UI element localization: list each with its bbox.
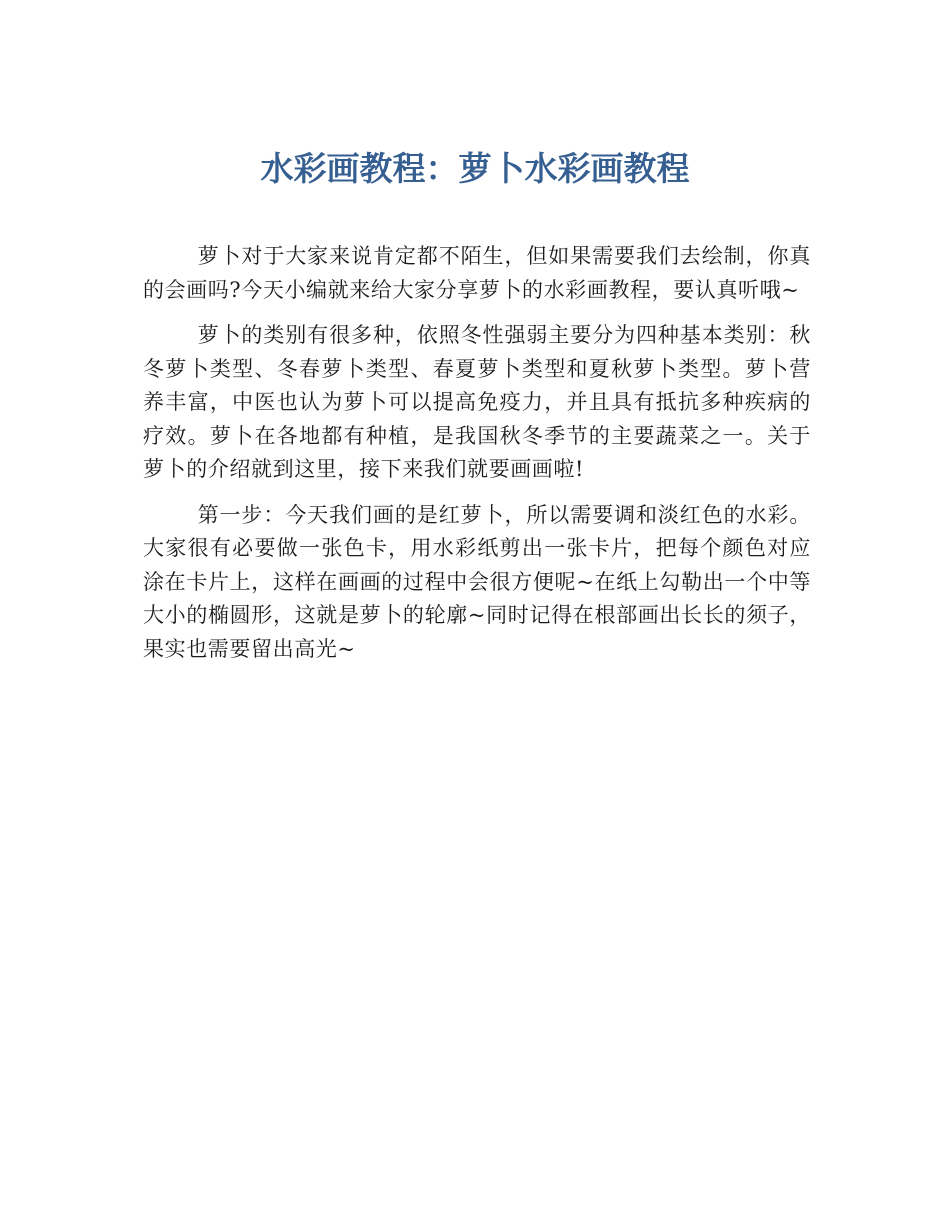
- paragraph-step-one: 第一步：今天我们画的是红萝卜，所以需要调和淡红色的水彩。大家很有必要做一张色卡，用水彩纸剪出一张卡片，把每个颜色对应涂在卡片上，这样在画画的过程中会很方便呢~在纸上勾勒出一个中等大小的椭圆形，这就是萝卜的轮廓~同时记得在根部画出长长的须子，果实也需要留出高光~: [143, 502, 811, 661]
- document-body: [143, 240, 811, 678]
- paragraph-radish-types: 萝卜的类别有很多种，依照冬性强弱主要分为四种基本类别：秋冬萝卜类型、冬春萝卜类型、春夏萝卜类型和夏秋萝卜类型。萝卜营养丰富，中医也认为萝卜可以提高免疫力，并且具有抵抗多种疾病的疗效。萝卜在各地都有种植，是我国秋冬季节的主要蔬菜之一。关于萝卜的介绍就到这里，接下来我们就要画画啦!: [143, 323, 811, 481]
- document-title: 水彩画教程：萝卜水彩画教程: [260, 149, 690, 188]
- paragraph-intro: 萝卜对于大家来说肯定都不陌生，但如果需要我们去绘制，你真的会画吗?今天小编就来给大家分享萝卜的水彩画教程，要认真听哦~: [143, 244, 811, 302]
